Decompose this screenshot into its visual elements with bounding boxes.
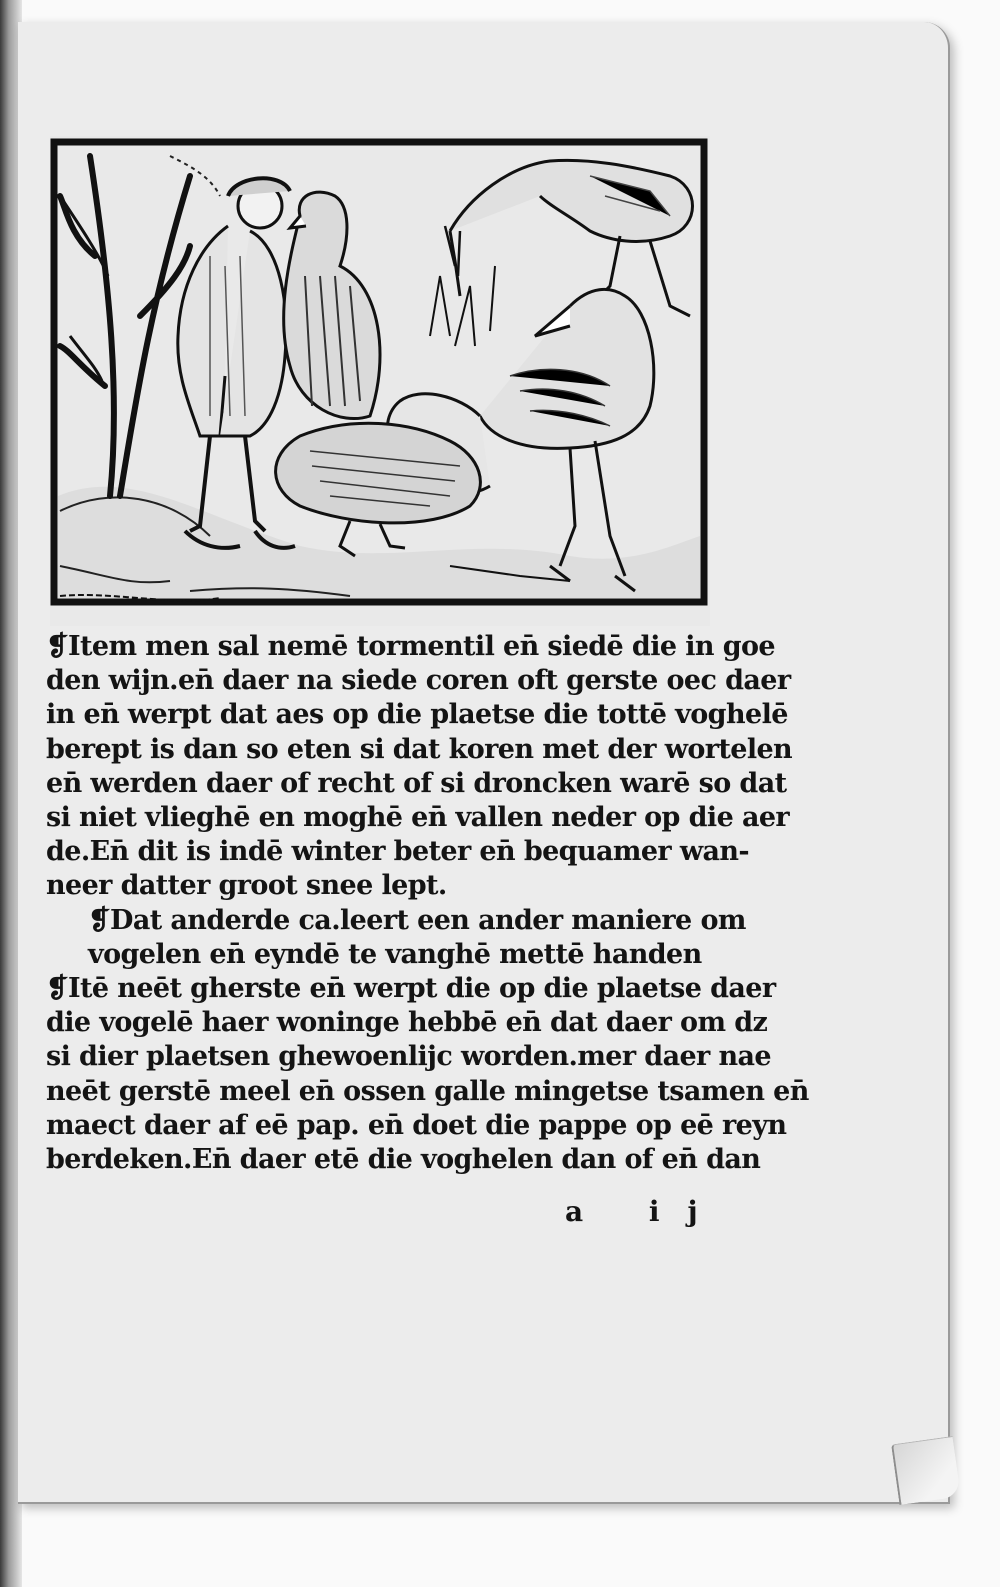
heading-line: ❡Dat anderde ca.leert een ander maniere om bbox=[88, 904, 746, 936]
text-line: berept is dan so eten si dat koren met der wortelen bbox=[46, 733, 793, 765]
text-line: ❡Itē neēt gherste en̄ werpt die op die plaetse daer bbox=[46, 973, 776, 1005]
woodcut-image bbox=[50, 136, 710, 626]
text-line: si dier plaetsen ghewoenlijc worden.mer daer nae bbox=[46, 1041, 771, 1073]
text-line: maect daer af eē pap. en̄ doet die pappe op eē reyn bbox=[46, 1109, 787, 1141]
woodcut-illustration bbox=[50, 136, 710, 626]
paragraph-2 bbox=[46, 972, 809, 1177]
signature-mark: a ij bbox=[565, 1195, 726, 1228]
text-line: die vogelē haer woninge hebbē en̄ dat daer om dz bbox=[46, 1007, 768, 1039]
text-line: en̄ werden daer of recht of si droncken warē so dat bbox=[46, 767, 787, 799]
text-line: in en̄ werpt dat aes op die plaetse die tottē voghelē bbox=[46, 699, 788, 731]
text-line: ❡Item men sal nemē tormentil en̄ siedē die in goe bbox=[46, 631, 775, 662]
paragraph-1 bbox=[46, 630, 793, 904]
text-line: de.En̄ dit is indē winter beter en̄ bequamer wan‑ bbox=[46, 836, 750, 868]
text-line: neer datter groot snee lept. bbox=[46, 870, 447, 902]
heading-line: vogelen en̄ eyndē te vanghē mettē handen bbox=[88, 938, 702, 970]
text-line: berdeken.En̄ daer etē die voghelen dan of en̄ dan bbox=[46, 1144, 761, 1176]
body-text bbox=[46, 630, 809, 1177]
text-line: si niet vlieghē en moghē en̄ vallen neder op die aer bbox=[46, 802, 790, 834]
text-line: den wijn.en̄ daer na siede coren oft gerste oec daer bbox=[46, 665, 791, 697]
page-corner-fold bbox=[891, 1436, 961, 1505]
text-line: neēt gerstē meel en̄ ossen galle mingetse tsamen en̄ bbox=[46, 1075, 809, 1107]
chapter-heading bbox=[46, 904, 746, 972]
